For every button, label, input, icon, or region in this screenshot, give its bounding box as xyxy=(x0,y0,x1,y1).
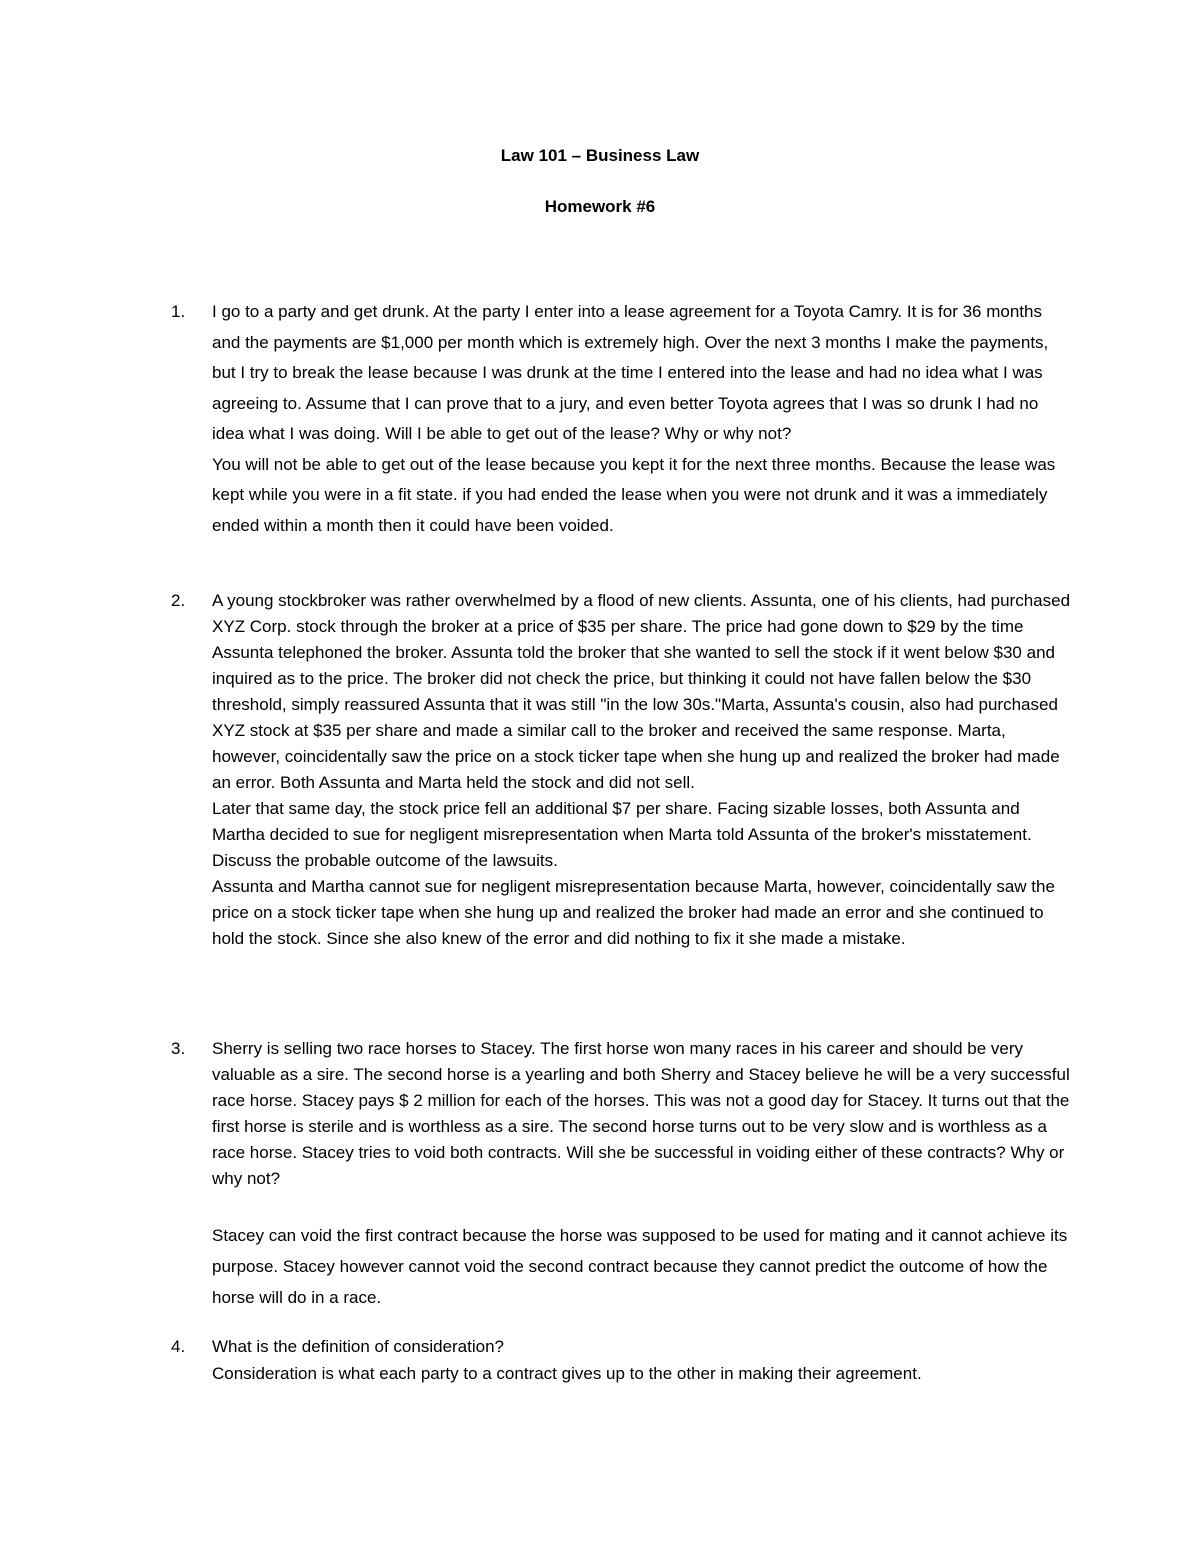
question-3-answer-block xyxy=(212,1220,1072,1313)
question-prompt: Sherry is selling two race horses to Stacey. The first horse won many races in his career and should be very valuable as a sire. The second horse is a yearling and both Sherry and Stacey believe he will be a very successful race horse. Stacey pays $ 2 million for each of the horses. This was not a good day for Stacey. It turns out that the first horse is sterile and is worthless as a sire. The second horse turns out to be very slow and is worthless as a race horse. Stacey tries to void both contracts. Will she be successful in voiding either of these contracts? Why or why not? xyxy=(212,1039,1070,1188)
question-3 xyxy=(212,1036,1072,1192)
question-number: 3. xyxy=(171,1039,186,1058)
question-prompt: I go to a party and get drunk. At the party I enter into a lease agreement for a Toyota Camry. It is for 36 months and the payments are $1,000 per month which is extremely high. Over the next 3 months I make the payments, but I try to break the lease because I was drunk at the time I entered into the lease and had no idea what I was agreeing to. Assume that I can prove that to a jury, and even better Toyota agrees that I was so drunk I had no idea what I was doing. Will I be able to get out of the lease? Why or why not? xyxy=(212,302,1049,443)
question-1 xyxy=(212,297,1072,541)
question-number: 1. xyxy=(171,302,186,321)
question-prompt-continued: Later that same day, the stock price fell an additional $7 per share. Facing sizable losses, both Assunta and Martha decided to sue for negligent misrepresentation when Marta told Assunta of the broker's misstatement. Discuss the probable outcome of the lawsuits. xyxy=(212,799,1032,870)
question-2 xyxy=(212,588,1072,952)
question-answer: Consideration is what each party to a contract gives up to the other in making their agreement. xyxy=(212,1364,922,1383)
course-title: Law 101 – Business Law xyxy=(500,146,700,165)
homework-title: Homework #6 xyxy=(544,197,656,216)
question-prompt: What is the definition of consideration? xyxy=(212,1337,505,1356)
question-number: 4. xyxy=(171,1337,186,1356)
question-prompt: A young stockbroker was rather overwhelmed by a flood of new clients. Assunta, one of his clients, had purchased XYZ Corp. stock through the broker at a price of $35 per share. The price had gone down to $29 by the time Assunta telephoned the broker. Assunta told the broker that she wanted to sell the stock if it went below $30 and inquired as to the price. The broker did not check the price, but thinking it could not have fallen below the $30 threshold, simply reassured Assunta that it was still "in the low 30s."Marta, Assunta's cousin, also had purchased XYZ stock at $35 per share and made a similar call to the broker and received the same response. Marta, however, coincidentally saw the price on a stock ticker tape when she hung up and realized the broker had made an error. Both Assunta and Marta held the stock and did not sell. xyxy=(212,591,1071,792)
question-4 xyxy=(212,1333,1072,1387)
question-answer: You will not be able to get out of the lease because you kept it for the next three months. Because the lease was kept while you were in a fit state. if you had ended the lease when you were not drunk and it was a immediately ended within a month then it could have been voided. xyxy=(212,454,1056,535)
question-number: 2. xyxy=(171,591,186,610)
question-answer: Assunta and Martha cannot sue for negligent misrepresentation because Marta, however, coincidentally saw the price on a stock ticker tape when she hung up and realized the broker had made an error and she continued to hold the stock. Since she also knew of the error and did nothing to fix it she made a mistake. xyxy=(212,877,1055,948)
question-answer: Stacey can void the first contract because the horse was supposed to be used for mating and it cannot achieve its purpose. Stacey however cannot void the second contract because they cannot predict the outcome of how the horse will do in a race. xyxy=(212,1226,1068,1307)
